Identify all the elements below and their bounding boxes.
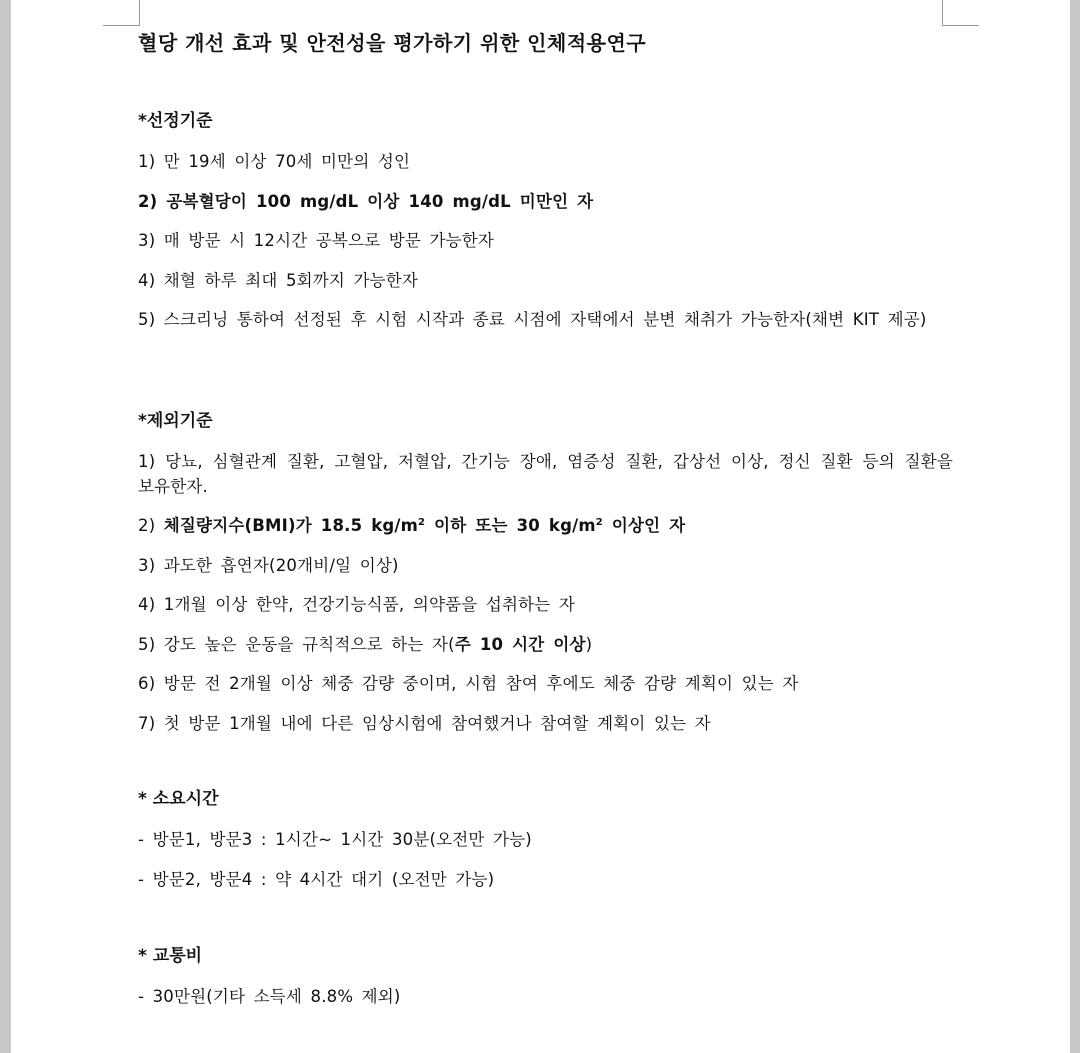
duration-item-2: - 방문2, 방문4 : 약 4시간 대기 (오전만 가능) (138, 869, 495, 889)
exclusion-criteria-section (138, 410, 953, 750)
margin-corner-mark-right (942, 0, 979, 26)
inclusion-item-4: 4) 채혈 하루 최대 5회까지 가능한자 (138, 270, 419, 290)
exclusion-item-1: 1) 당뇨, 심혈관계 질환, 고혈압, 저혈압, 간기능 장애, 염증성 질환, 갑상선 이상, 정신 질환 등의 질환을 보유한자. (138, 452, 953, 496)
margin-corner-mark-left (103, 0, 140, 26)
exclusion-item-5-emphasis: 주 10 시간 이상 (454, 634, 586, 654)
transport-heading: * 교통비 (138, 946, 203, 966)
duration-heading: * 소요시간 (138, 789, 219, 809)
exclusion-item-7: 7) 첫 방문 1개월 내에 다른 임상시험에 참여했거나 참여할 계획이 있는 자 (138, 713, 711, 733)
transport-section (138, 945, 953, 1024)
exclusion-item-2-bmi-text-a: 체질량지수(BMI)가 18.5 $kg/m^2$ 이하 또는 30 $kg/m^2$ 이상인 자 (163, 516, 686, 535)
exclusion-item-6: 6) 방문 전 2개월 이상 체중 감량 중이며, 시험 참여 후에도 체중 감량 계획이 있는 자 (138, 674, 799, 693)
inclusion-criteria-heading: *선정기준 (138, 111, 213, 131)
document-title: 혈당 개선 효과 및 안전성을 평가하기 위한 인체적용연구 (138, 31, 647, 55)
exclusion-item-2 (138, 513, 953, 553)
exclusion-item-4: 4) 1개월 이상 한약, 건강기능식품, 의약품을 섭취하는 자 (138, 595, 575, 614)
inclusion-criteria-section (138, 110, 953, 346)
transport-item-1: - 30만원(기타 소득세 8.8% 제외) (138, 987, 401, 1006)
exclusion-item-3: 3) 과도한 흡연자(20개비/일 이상) (138, 555, 399, 575)
inclusion-item-2: 2) 공복혈당이 100 mg/dL 이상 140 mg/dL 미만인 자 (138, 191, 594, 211)
exclusion-item-5: 5) 강도 높은 운동을 규칙적으로 하는 자(주 10 시간 이상) (138, 634, 593, 654)
document-page (11, 0, 1070, 1053)
exclusion-criteria-heading: *제외기준 (138, 411, 213, 431)
duration-section (138, 788, 953, 906)
duration-item-1: - 방문1, 방문3 : 1시간~ 1시간 30분(오전만 가능) (138, 830, 532, 849)
inclusion-item-3: 3) 매 방문 시 12시간 공복으로 방문 가능한자 (138, 231, 495, 250)
inclusion-item-5: 5) 스크리닝 통하여 선정된 후 시험 시작과 종료 시점에 자택에서 분변 채취가 가능한자(채변 KIT 제공) (138, 310, 927, 329)
inclusion-item-1: 1) 만 19세 이상 70세 미만의 성인 (138, 152, 411, 171)
exclusion-item-2-number: 2) (138, 516, 164, 535)
